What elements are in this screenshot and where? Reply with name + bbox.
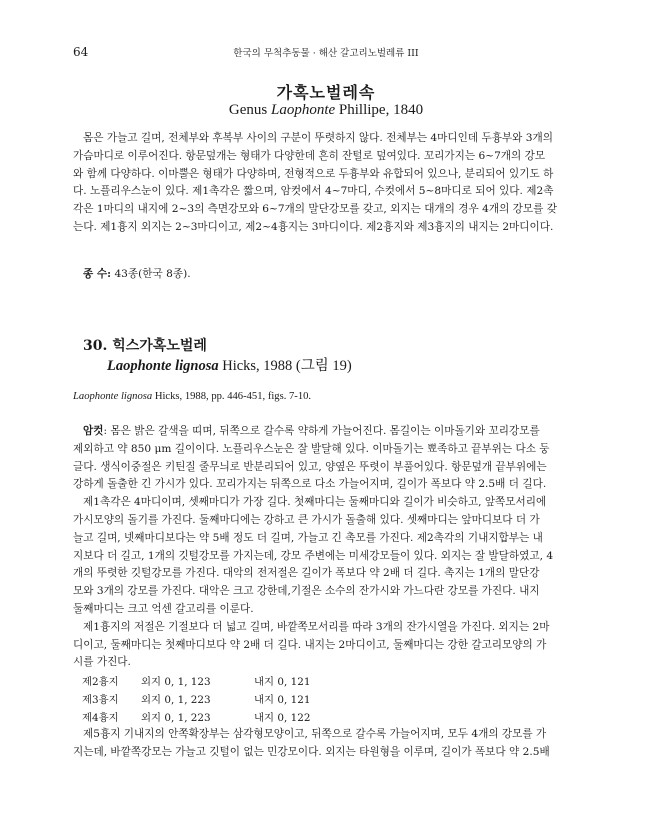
citation-name: Laophonte lignosa [73, 391, 153, 402]
text-line: : 몸은 밝은 갈색을 띠며, 뒤쪽으로 갈수록 약하게 가늘어진다. 몸길이는 이마돌기와 꼬리강모를 [103, 425, 540, 437]
endopod-formula: 내지 0, 121 [254, 694, 311, 706]
text-line: 글다. 생식이중절은 키틴질 줄무늬로 반분리되어 있고, 양옆은 뚜렷이 부풀어있다. 항문덮개 끝부위에는 [73, 460, 547, 473]
endopod-formula: 내지 0, 121 [254, 676, 311, 688]
species-count-label: 종 수: [83, 268, 112, 280]
endopod-formula: 내지 0, 122 [254, 712, 311, 724]
text-line: 둘째마디는 크고 억센 갈고리를 이룬다. [73, 602, 254, 615]
text-line: 가슴마디로 이루어진다. 항문덮개는 형태가 다양한데 흔히 잔털로 덮여있다. 꼬리가지는 6~7개의 강모 [73, 149, 546, 162]
leg-label: 제3흉지 [82, 694, 119, 706]
exopod-formula: 외지 0, 1, 123 [141, 676, 211, 688]
text-line: 몸은 가늘고 길며, 전체부와 후복부 사이의 구분이 뚜렷하지 않다. 전체부는 4마디인데 두흉부와 3개의 [83, 132, 553, 144]
species-author: Hicks, 1988 (그림 19) [218, 358, 352, 374]
species-scientific-name [107, 354, 352, 375]
running-header: 한국의 무척추동물 · 해산 갈고리노벌레류 III [233, 48, 419, 59]
female-description [73, 423, 579, 672]
text-line: 각은 1마디의 내지에 2~3의 측면강모와 6~7개의 말단강모를 갖고, 외지는 대개의 경우 4개의 강모를 갖 [73, 203, 557, 216]
text-line: 가시모양의 돌기를 가진다. 둘째마디에는 강하고 큰 가시가 돌출해 있다. 셋째마디는 앞마디보다 더 가 [73, 513, 540, 526]
text-line: 지는데, 바깥쪽강모는 가늘고 깃털이 없는 민강모이다. 외지는 타원형을 이루며, 길이가 폭보다 약 2.5배 [73, 745, 550, 758]
genus-description [73, 130, 579, 237]
text-line: 제외하고 약 850 μm 길이이다. 노플리우스눈은 잘 발달해 있다. 이마돌기는 뾰족하고 끝부위는 다소 둥 [73, 442, 550, 455]
citation-rest: Hicks, 1988, pp. 446-451, figs. 7-10. [152, 391, 312, 402]
text-line: 지보다 더 길고, 1개의 깃털강모를 가지는데, 강모 주변에는 미세강모들이 있다. 외지는 잘 발달하였고, 4 [73, 549, 554, 562]
genus-title-korean: 가혹노벌레속 [276, 83, 376, 102]
species-binomial: Laophonte lignosa [107, 358, 219, 374]
text-line: 강하게 돌출한 긴 가시가 있다. 꼬리가지는 뒤쪽으로 다소 가늘어지며, 길이가 폭보다 약 2.5배 더 길다. [73, 478, 547, 491]
genus-author: Phillipe, 1840 [335, 102, 424, 118]
text-line: 모와 3개의 강모를 가진다. 대악은 크고 강한데,기절은 소수의 잔가시와 가느다란 강모를 가진다. 내지 [73, 585, 540, 598]
text-line: 는다. 제1흉지 외지는 2~3마디이고, 제2~4흉지는 3마디이다. 제2흉지와 제3흉지의 내지는 2마디이다. [73, 220, 554, 233]
text-line: 시를 가진다. [73, 656, 131, 669]
synonymy-citation [73, 391, 311, 402]
leg5-description [73, 726, 579, 762]
exopod-formula: 외지 0, 1, 223 [141, 694, 211, 706]
text-line: 제5흉지 기내지의 안쪽확장부는 삼각형모양이고, 뒤쪽으로 갈수록 가늘어지며, 모두 4개의 강모를 가 [83, 728, 547, 740]
text-line: 제1촉각은 4마디이며, 셋째마디가 가장 길다. 첫째마디는 둘째마디와 길이가 비슷하고, 앞쪽모서리에 [83, 496, 547, 509]
text-line: 와 함께 다양하다. 이마뿔은 형태가 다양하며, 전형적으로 두흉부와 유합되어 있으나, 분리되어 있기도 하 [73, 167, 554, 180]
exopod-formula: 외지 0, 1, 223 [141, 712, 211, 724]
leg-label: 제2흉지 [82, 676, 119, 688]
genus-name: Laophonte [270, 102, 336, 118]
text-line: 늘고 길며, 넷째마디보다는 약 5배 정도 더 길며, 가늘고 긴 촉모를 가진다. 제2촉각의 기내지합부는 내 [73, 531, 543, 544]
species-count-value: 43종(한국 8종). [111, 268, 191, 280]
genus-title-latin [0, 102, 652, 119]
female-label: 암컷 [83, 425, 104, 437]
page-number: 64 [73, 45, 89, 59]
species-number-title: 30. 힉스가혹노벌레 [83, 338, 207, 354]
text-line: 제1흉지의 저절은 기절보다 더 넓고 길며, 바깥쪽모서리를 따라 3개의 잔가시열을 가진다. 외지는 2마 [83, 620, 550, 633]
genus-prefix: Genus [228, 102, 271, 118]
text-line: 다. 노플리우스눈이 있다. 제1촉각은 짧으며, 암컷에서 4~7마디, 수컷에서 5~8마디로 되어 있다. 제2촉 [73, 185, 554, 198]
text-line: 디이고, 둘째마디는 첫째마디보다 약 2배 더 길다. 내지는 2마디이고, 둘째마디는 강한 갈고리모양의 가 [73, 638, 547, 651]
species-count [73, 266, 579, 284]
leg-label: 제4흉지 [82, 712, 119, 724]
text-line: 개의 뚜렷한 깃털강모를 가진다. 대악의 전저절은 길이가 폭보다 약 2배 더 길다. 촉지는 1개의 말단강 [73, 567, 540, 580]
